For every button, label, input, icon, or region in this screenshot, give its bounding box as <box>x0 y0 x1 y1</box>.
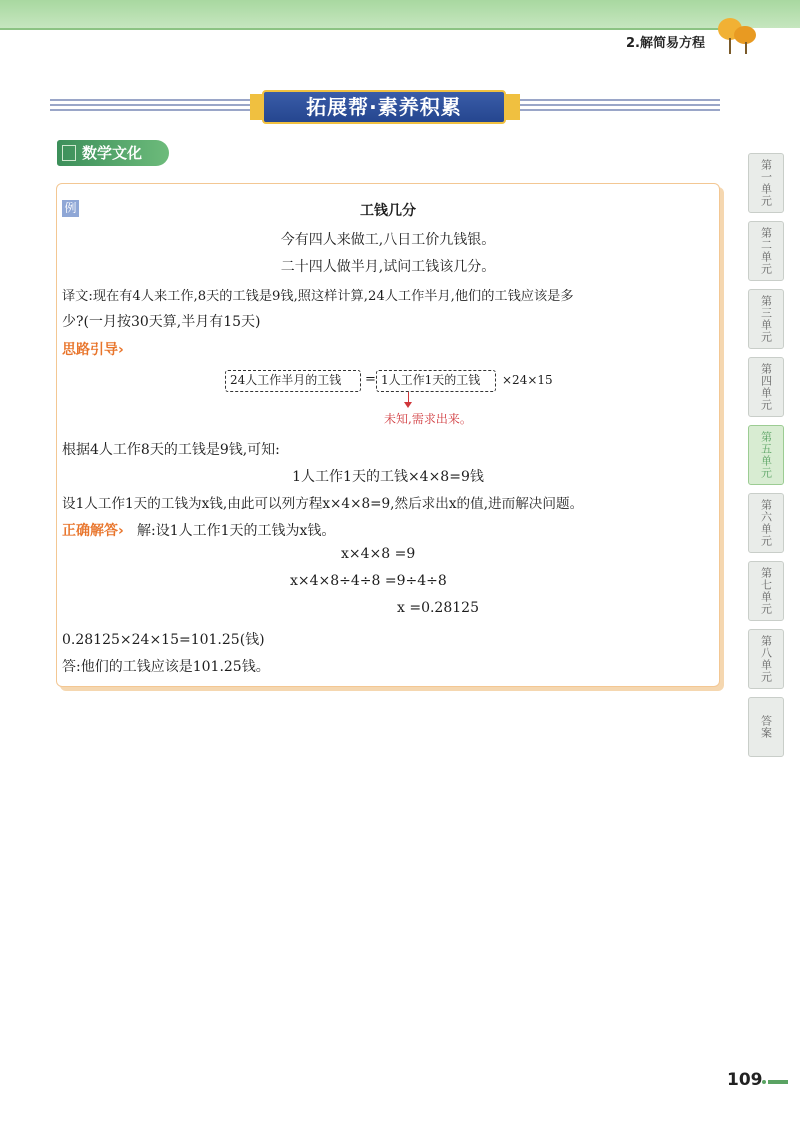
section-banner: 拓展帮·素养积累 <box>262 90 506 124</box>
page-bar <box>768 1080 788 1084</box>
tab-unit-1[interactable]: 第一单元 <box>748 153 784 213</box>
poem-line: 今有四人来做工,八日工价九钱银。 <box>280 232 496 248</box>
example-title: 工钱几分 <box>360 203 416 219</box>
diagram-multiplier: ×24×15 <box>502 373 553 387</box>
basis-text: 根据4人工作8天的工钱是9钱,可知: <box>62 442 280 458</box>
hint-label: 思路引导› <box>62 342 124 358</box>
relation-text: 1人工作1天的工钱×4×8=9钱 <box>292 469 484 485</box>
tab-answers[interactable]: 答案 <box>748 697 784 757</box>
arrow-down-icon <box>404 402 412 408</box>
translation-text: 少?(一月按30天算,半月有15天) <box>62 314 261 330</box>
chapter-title: 2.解简易方程 <box>626 36 705 51</box>
page-dot <box>762 1080 766 1084</box>
tab-unit-7[interactable]: 第七单元 <box>748 561 784 621</box>
header-rule <box>0 28 745 30</box>
setup-text: 设1人工作1天的工钱为x钱,由此可以列方程x×4×8=9,然后求出x的值,进而解决问题。 <box>62 496 584 512</box>
solve-intro: 解:设1人工作1天的工钱为x钱。 <box>137 523 336 539</box>
final-answer: 答:他们的工钱应该是101.25钱。 <box>62 659 270 675</box>
tab-unit-8[interactable]: 第八单元 <box>748 629 784 689</box>
tree-icon <box>714 18 760 56</box>
calculation-text: 0.28125×24×15=101.25(钱) <box>62 632 265 648</box>
diagram-box-total: 24人工作半月的工钱 <box>225 370 361 392</box>
equation-line: x×4×8÷4÷8 =9÷4÷8 <box>290 573 447 589</box>
tab-unit-6[interactable]: 第六单元 <box>748 493 784 553</box>
unit-tabs <box>748 153 784 765</box>
page-number: 109 <box>727 1070 763 1090</box>
poem-line: 二十四人做半月,试问工钱该几分。 <box>280 259 496 275</box>
book-icon <box>62 145 76 161</box>
header-bar <box>0 0 800 28</box>
diagram-equals: = <box>365 372 376 387</box>
diagram-box-unit: 1人工作1天的工钱 <box>376 370 496 392</box>
tab-unit-5[interactable]: 第五单元 <box>748 425 784 485</box>
tab-unit-2[interactable]: 第二单元 <box>748 221 784 281</box>
tab-unit-3[interactable]: 第三单元 <box>748 289 784 349</box>
diagram-note: 未知,需求出来。 <box>384 412 472 426</box>
equation-line: x =0.28125 <box>397 600 479 616</box>
banner-ornament-right <box>506 94 520 120</box>
tab-unit-4[interactable]: 第四单元 <box>748 357 784 417</box>
equation-line: x×4×8 =9 <box>341 546 416 562</box>
section-tag-label: 数学文化 <box>82 144 143 162</box>
example-badge: 例 <box>62 200 79 217</box>
translation-text: 译文:现在有4人来工作,8天的工钱是9钱,照这样计算,24人工作半月,他们的工钱应该是多 <box>62 289 574 304</box>
answer-label: 正确解答› <box>62 523 124 539</box>
